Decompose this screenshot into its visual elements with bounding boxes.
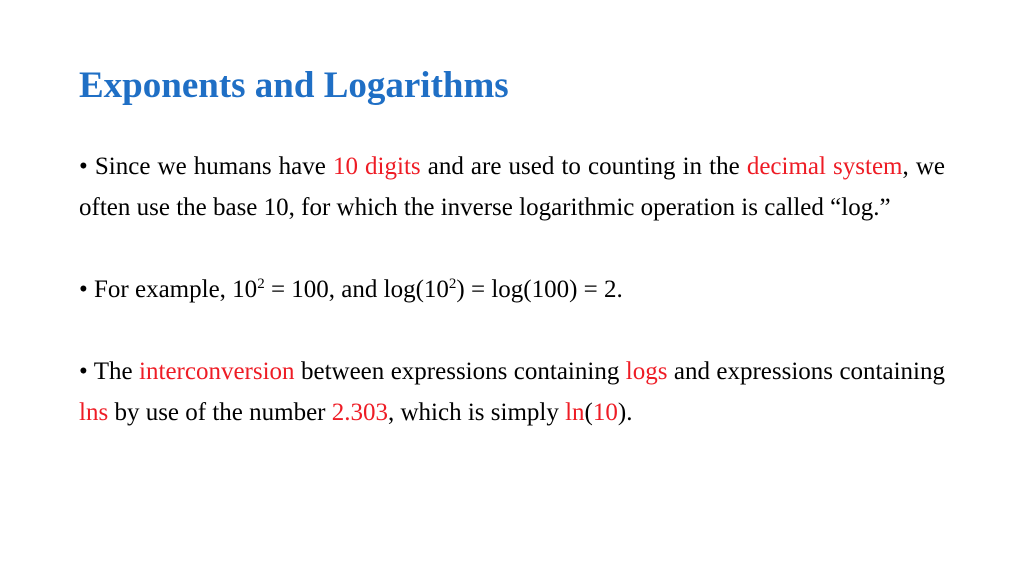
highlight-10-digits: 10 digits [332, 153, 421, 180]
bullet3-text-2: between expressions containing [294, 358, 626, 385]
bullet-marker: • [79, 358, 88, 385]
bullet3-text-3: and expressions containing [667, 358, 945, 385]
bullet-interconversion [79, 351, 945, 433]
bullet3-text-1: The [93, 358, 140, 385]
spacer [79, 228, 945, 269]
highlight-interconversion: interconversion [139, 358, 295, 385]
bullet-marker: • [79, 276, 88, 303]
highlight-10: 10 [592, 399, 618, 426]
highlight-2-303: 2.303 [331, 399, 388, 426]
bullet3-text-7: ). [617, 399, 633, 426]
bullet-marker: • [79, 153, 88, 180]
highlight-decimal-system: decimal system [746, 153, 903, 180]
spacer [79, 310, 945, 351]
bullet1-text-1: Since we humans have [94, 153, 333, 180]
bullet2-text-1: For example, 10 [94, 276, 258, 303]
bullet1-text-3: , we often use the base 10, for which the inverse logarithmic operation is called “log.” [79, 153, 946, 221]
highlight-ln: ln [565, 399, 585, 426]
bullet-decimal-system [79, 146, 945, 228]
highlight-lns: lns [79, 399, 109, 426]
bullet3-text-6: ( [584, 399, 593, 426]
slide-title: Exponents and Logarithms [79, 65, 509, 106]
bullet3-text-4: by use of the number [108, 399, 332, 426]
slide-content [79, 146, 945, 433]
bullet1-text-2: and are used to counting in the [420, 153, 747, 180]
exponent-superscript: 2 [448, 276, 457, 292]
highlight-logs: logs [625, 358, 668, 385]
bullet3-text-5: , which is simply [388, 399, 566, 426]
bullet-example [79, 269, 945, 310]
bullet2-text-2: = 100, and log(10 [264, 276, 449, 303]
bullet2-text-3: ) = log(100) = 2. [456, 276, 623, 303]
exponent-superscript: 2 [257, 276, 265, 292]
